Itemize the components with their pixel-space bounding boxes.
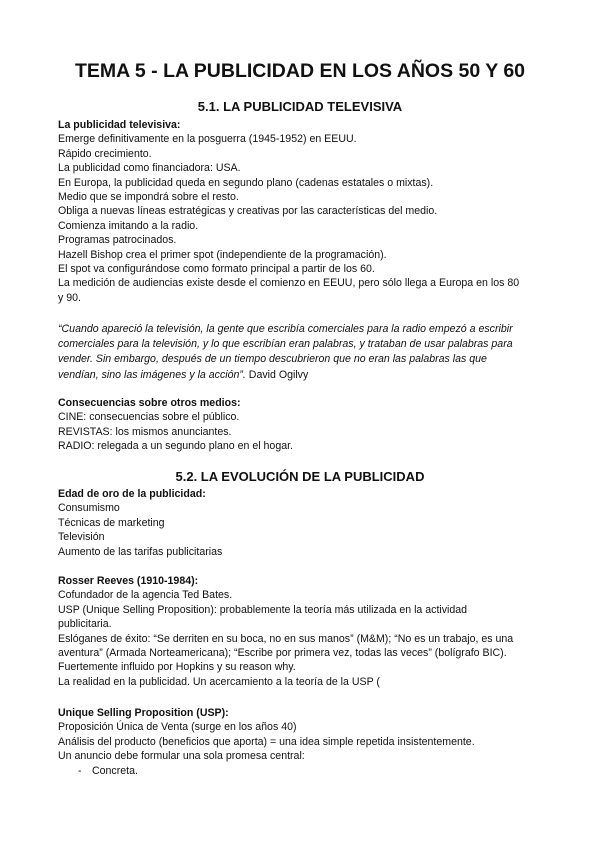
paragraph-line: USP (Unique Selling Proposition): probablemente la teoría más utilizada en la actividad [58, 603, 468, 616]
paragraph-line: REVISTAS: los mismos anunciantes. [58, 425, 232, 438]
subheading-edad-de-oro: Edad de oro de la publicidad: [58, 488, 206, 500]
paragraph-line: La publicidad como financiadora: USA. [58, 162, 241, 175]
list-item-text: Concreta. [92, 764, 138, 777]
paragraph-line: Televisión [58, 531, 105, 544]
quote-author: David Ogilvy [245, 368, 309, 381]
golden-age-block [58, 487, 548, 559]
usp-block [58, 706, 548, 778]
section-heading-5-1: 5.1. LA PUBLICIDAD TELEVISIVA [197, 99, 403, 114]
page-title: TEMA 5 - LA PUBLICIDAD EN LOS AÑOS 50 Y 60 [74, 60, 526, 82]
quote-line: vendían, sino las imágenes y la acción”. [58, 368, 246, 381]
paragraph-line: Hazell Bishop crea el primer spot (independiente de la programación). [58, 248, 387, 261]
paragraph-line: La realidad en la publicidad. Un acercamiento a la teoría de la USP ( [58, 675, 380, 688]
paragraph-line: publicitaria. [58, 618, 112, 631]
paragraph-line: Eslóganes de éxito: “Se derriten en su boca, no en sus manos” (M&M); “No es un trabajo, es una [58, 632, 514, 645]
quote-line: vender. Sin embargo, después de un tiempo descubrieron que no eran las palabras las que [58, 353, 487, 366]
paragraph-line: y 90. [58, 291, 81, 304]
paragraph-line: RADIO: relegada a un segundo plano en el hogar. [58, 440, 293, 453]
paragraph-line: Comienza imitando a la radio. [58, 219, 199, 232]
subheading-consecuencias: Consecuencias sobre otros medios: [58, 397, 241, 409]
subheading-publicidad-televisiva: La publicidad televisiva: [58, 119, 181, 131]
paragraph-line: Consumismo [58, 502, 120, 515]
paragraph-line: Aumento de las tarifas publicitarias [58, 545, 223, 558]
paragraph-line: Rápido crecimiento. [58, 147, 152, 160]
paragraph-line: Emerge definitivamente en la posguerra (1945-1952) en EEUU. [58, 133, 357, 146]
paragraph-line: Medio que se impondrá sobre el resto. [58, 191, 239, 204]
paragraph-line: Técnicas de marketing [58, 516, 165, 529]
section-heading-5-2: 5.2. LA EVOLUCIÓN DE LA PUBLICIDAD [175, 469, 425, 484]
paragraph-line: Programas patrocinados. [58, 234, 177, 247]
paragraph-line: Un anuncio debe formular una sola promesa central: [58, 750, 305, 763]
paragraph-line: Análisis del producto (beneficios que aporta) = una idea simple repetida insistentemente. [58, 735, 475, 748]
section-5-1-body [58, 118, 548, 305]
paragraph-line: Cofundador de la agencia Ted Bates. [58, 589, 233, 602]
subheading-rosser-reeves: Rosser Reeves (1910-1984): [58, 575, 199, 587]
paragraph-line: Obliga a nuevas líneas estratégicas y creativas por las características del medio. [58, 205, 438, 218]
consequences-block [58, 396, 548, 454]
paragraph-line: Proposición Única de Venta (surge en los años 40) [58, 721, 297, 734]
list-item [58, 764, 548, 778]
quote-line: comerciales para la televisión, y lo que escribían eran palabras, y trataban de usar palabras para [58, 338, 513, 351]
bullet-dash: - [78, 764, 82, 777]
paragraph-line: CINE: consecuencias sobre el público. [58, 411, 240, 424]
ogilvy-quote [58, 322, 548, 383]
quote-line: “Cuando apareció la televisión, la gente que escribía comerciales para la radio empezó a escribir [58, 323, 513, 335]
subheading-usp: Unique Selling Proposition (USP): [58, 707, 229, 719]
paragraph-line: La medición de audiencias existe desde el comienzo en EEUU, pero sólo llega a Europa en los 80 [58, 277, 520, 290]
paragraph-line: aventura” (Armada Norteamericana); “Escribe por primera vez, todas las veces” (bolígrafo BIC). [58, 647, 507, 660]
paragraph-line: Fuertemente influido por Hopkins y su reason why. [58, 661, 296, 674]
rosser-reeves-block [58, 574, 548, 689]
paragraph-line: El spot va configurándose como formato principal a partir de los 60. [58, 263, 375, 276]
paragraph-line: En Europa, la publicidad queda en segundo plano (cadenas estatales o mixtas). [58, 176, 434, 189]
